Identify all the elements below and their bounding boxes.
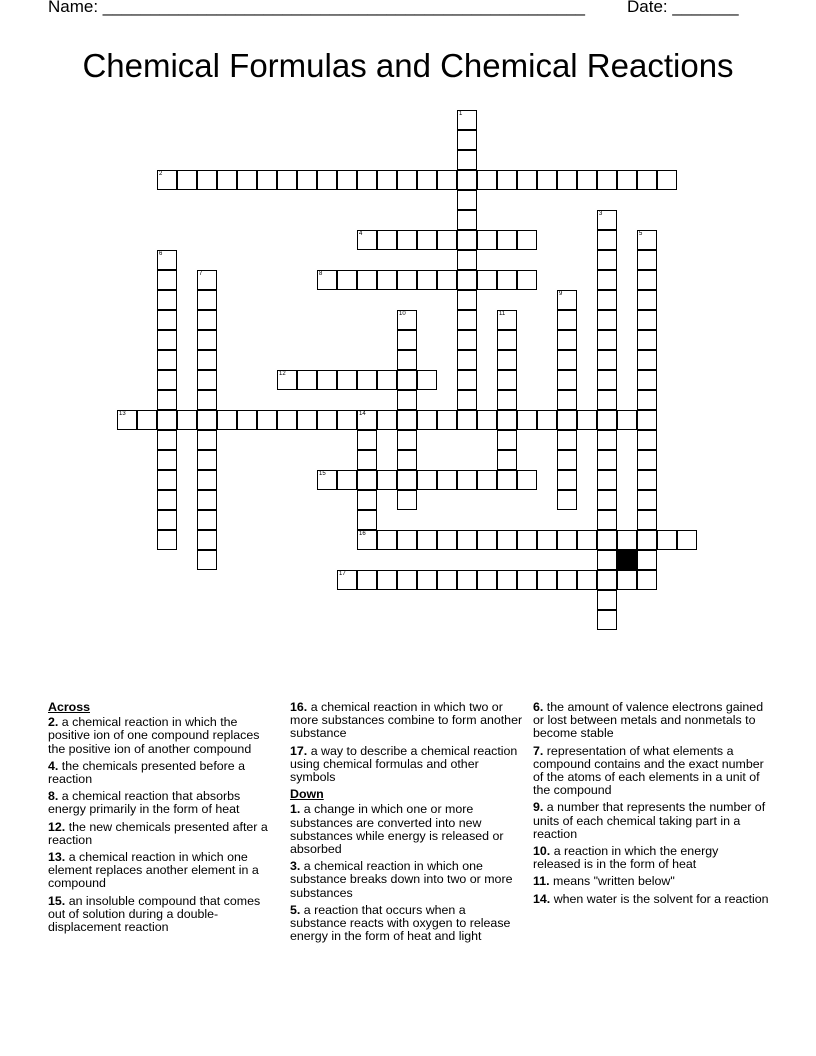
grid-clue-number: 1 [459, 111, 463, 117]
grid-cell[interactable] [197, 410, 217, 430]
grid-cell[interactable] [397, 350, 417, 370]
grid-cell[interactable] [517, 530, 537, 550]
grid-clue-number: 2 [159, 171, 163, 177]
grid-cell[interactable] [517, 410, 537, 430]
clue-down-11: 11. means "written below" [533, 874, 675, 889]
grid-cell[interactable] [497, 390, 517, 410]
grid-cell[interactable] [377, 570, 397, 590]
grid-cell[interactable] [317, 370, 337, 390]
grid-cell[interactable] [477, 470, 497, 490]
grid-cell[interactable] [637, 310, 657, 330]
grid-cell[interactable] [537, 530, 557, 550]
grid-cell[interactable] [357, 270, 377, 290]
grid-cell[interactable] [157, 510, 177, 530]
grid-cell[interactable] [457, 270, 477, 290]
grid-cell[interactable] [517, 170, 537, 190]
grid-cell[interactable] [457, 190, 477, 210]
grid-cell[interactable] [397, 370, 417, 390]
grid-cell[interactable] [677, 530, 697, 550]
grid-cell[interactable] [197, 370, 217, 390]
grid-cell[interactable] [277, 170, 297, 190]
grid-cell[interactable] [177, 410, 197, 430]
grid-cell[interactable] [577, 410, 597, 430]
grid-cell[interactable] [457, 110, 477, 130]
grid-cell[interactable] [497, 370, 517, 390]
grid-cell[interactable] [497, 230, 517, 250]
grid-cell[interactable] [637, 270, 657, 290]
grid-cell[interactable] [197, 290, 217, 310]
grid-cell[interactable] [657, 170, 677, 190]
grid-cell[interactable] [597, 270, 617, 290]
grid-cell[interactable] [557, 490, 577, 510]
grid-cell[interactable] [157, 330, 177, 350]
grid-cell[interactable] [597, 170, 617, 190]
grid-cell[interactable] [157, 470, 177, 490]
grid-cell[interactable] [497, 410, 517, 430]
grid-cell[interactable] [437, 230, 457, 250]
grid-cell[interactable] [437, 410, 457, 430]
grid-cell[interactable] [377, 270, 397, 290]
grid-cell[interactable] [457, 170, 477, 190]
grid-cell[interactable] [317, 410, 337, 430]
grid-cell[interactable] [637, 510, 657, 530]
grid-cell[interactable] [157, 170, 177, 190]
grid-cell[interactable] [357, 510, 377, 530]
grid-cell[interactable] [457, 410, 477, 430]
grid-clue-number: 9 [559, 291, 563, 297]
grid-cell[interactable] [637, 430, 657, 450]
across-heading: Across [48, 700, 91, 714]
grid-cell[interactable] [197, 310, 217, 330]
grid-cell[interactable] [377, 230, 397, 250]
grid-clue-number: 6 [159, 251, 163, 257]
clue-across-17: 17. a way to describe a chemical reaction using chemical formulas and other symbols [290, 743, 518, 785]
grid-clue-number: 16 [359, 531, 366, 537]
grid-cell[interactable] [497, 330, 517, 350]
page-title: Chemical Formulas and Chemical Reactions [82, 47, 734, 84]
grid-cell[interactable] [397, 270, 417, 290]
grid-cell[interactable] [557, 430, 577, 450]
grid-cell[interactable] [557, 290, 577, 310]
grid-cell[interactable] [497, 430, 517, 450]
grid-cell[interactable] [557, 410, 577, 430]
grid-clue-number: 13 [119, 411, 126, 417]
grid-cell[interactable] [397, 470, 417, 490]
grid-cell[interactable] [637, 550, 657, 570]
grid-cell[interactable] [517, 230, 537, 250]
grid-cell[interactable] [417, 410, 437, 430]
grid-cell[interactable] [317, 170, 337, 190]
grid-cell[interactable] [157, 290, 177, 310]
grid-cell[interactable] [577, 170, 597, 190]
clue-down-7: 7. representation of what elements a compound contains and the exact number of the atoms of each elements in a unit of the compound [533, 743, 764, 798]
grid-cell[interactable] [557, 390, 577, 410]
grid-clue-number: 8 [319, 271, 323, 277]
grid-cell[interactable] [377, 370, 397, 390]
grid-cell[interactable] [437, 270, 457, 290]
grid-cell[interactable] [497, 350, 517, 370]
grid-cell[interactable] [157, 270, 177, 290]
grid-cell[interactable] [197, 490, 217, 510]
grid-cell[interactable] [317, 270, 337, 290]
grid-cell[interactable] [357, 430, 377, 450]
grid-cell[interactable] [437, 170, 457, 190]
grid-cell[interactable] [637, 570, 657, 590]
clue-across-8: 8. a chemical reaction that absorbs energy primarily in the form of heat [48, 789, 241, 817]
grid-cell[interactable] [637, 170, 657, 190]
grid-cell[interactable] [197, 510, 217, 530]
grid-cell[interactable] [457, 370, 477, 390]
grid-cell[interactable] [397, 490, 417, 510]
grid-clue-number: 14 [359, 411, 366, 417]
grid-cell[interactable] [197, 170, 217, 190]
grid-cell[interactable] [237, 410, 257, 430]
clue-across-13: 13. a chemical reaction in which one element replaces another element in a compound [48, 850, 259, 891]
grid-cell[interactable] [477, 270, 497, 290]
grid-cell[interactable] [637, 490, 657, 510]
grid-cell[interactable] [557, 570, 577, 590]
grid-cell[interactable] [537, 170, 557, 190]
grid-cell[interactable] [637, 330, 657, 350]
grid-cell[interactable] [597, 450, 617, 470]
grid-cell[interactable] [497, 530, 517, 550]
grid-cell[interactable] [317, 470, 337, 490]
clue-down-10: 10. a reaction in which the energy released is in the form of heat [533, 844, 719, 872]
grid-cell[interactable] [637, 230, 657, 250]
grid-cell[interactable] [597, 350, 617, 370]
grid-cell[interactable] [157, 410, 177, 430]
grid-cell[interactable] [497, 470, 517, 490]
grid-cell[interactable] [357, 370, 377, 390]
grid-cell[interactable] [517, 270, 537, 290]
grid-cell[interactable] [457, 390, 477, 410]
grid-cell[interactable] [397, 530, 417, 550]
grid-cell[interactable] [397, 230, 417, 250]
grid-cell[interactable] [597, 570, 617, 590]
clue-across-4: 4. the chemicals presented before a reaction [48, 758, 246, 787]
grid-cell[interactable] [417, 170, 437, 190]
grid-cell[interactable] [597, 470, 617, 490]
grid-cell[interactable] [137, 410, 157, 430]
grid-cell[interactable] [597, 390, 617, 410]
grid-cell[interactable] [357, 170, 377, 190]
grid-cell[interactable] [597, 490, 617, 510]
clue-across-12: 12. the new chemicals presented after a reaction [48, 819, 268, 847]
clue-across-2: 2. a chemical reaction in which the positive ion of one compound replaces the positive ion of another compound [48, 715, 260, 756]
grid-clue-number: 12 [279, 371, 286, 377]
grid-clue-number: 7 [199, 271, 203, 277]
clue-across-16: 16. a chemical reaction in which two or more substances combine to form another substance [290, 700, 523, 741]
grid-cell[interactable] [417, 270, 437, 290]
clue-down-5: 5. a reaction that occurs when a substance reacts with oxygen to release energy in the form of heat and light [290, 902, 511, 944]
grid-cell[interactable] [337, 410, 357, 430]
clue-down-1: 1. a change in which one or more substances are converted into new substances while energy is released or absorbed [290, 802, 504, 857]
grid-cell[interactable] [197, 450, 217, 470]
grid-cell[interactable] [397, 570, 417, 590]
grid-cell[interactable] [377, 530, 397, 550]
grid-cell[interactable] [377, 410, 397, 430]
name-field[interactable]: Name: ___________________________________________________ [48, 0, 585, 16]
grid-cell[interactable] [357, 470, 377, 490]
grid-cell[interactable] [397, 330, 417, 350]
grid-cell[interactable] [357, 490, 377, 510]
grid-cell[interactable] [457, 330, 477, 350]
grid-cell[interactable] [557, 370, 577, 390]
grid-cell[interactable] [297, 170, 317, 190]
grid-cell[interactable] [417, 470, 437, 490]
down-heading: Down [290, 787, 324, 802]
grid-black-square [617, 550, 637, 570]
grid-cell[interactable] [337, 170, 357, 190]
grid-cell[interactable] [637, 370, 657, 390]
grid-cell[interactable] [597, 290, 617, 310]
grid-cell[interactable] [237, 170, 257, 190]
grid-cell[interactable] [157, 530, 177, 550]
grid-clue-number: 17 [339, 571, 346, 577]
grid-cell[interactable] [297, 370, 317, 390]
grid-cell[interactable] [157, 310, 177, 330]
grid-cell[interactable] [457, 210, 477, 230]
grid-cell[interactable] [157, 430, 177, 450]
grid-cell[interactable] [597, 250, 617, 270]
grid-cell[interactable] [477, 570, 497, 590]
grid-cell[interactable] [557, 530, 577, 550]
grid-cell[interactable] [637, 350, 657, 370]
grid-cell[interactable] [637, 410, 657, 430]
grid-cell[interactable] [597, 330, 617, 350]
grid-cell[interactable] [277, 410, 297, 430]
grid-cell[interactable] [357, 450, 377, 470]
grid-cell[interactable] [257, 410, 277, 430]
grid-cell[interactable] [457, 130, 477, 150]
grid-cell[interactable] [217, 410, 237, 430]
grid-cell[interactable] [197, 330, 217, 350]
grid-cell[interactable] [477, 170, 497, 190]
grid-cell[interactable] [557, 310, 577, 330]
grid-cell[interactable] [497, 570, 517, 590]
grid-clue-number: 11 [499, 311, 506, 317]
grid-cell[interactable] [417, 570, 437, 590]
grid-cell[interactable] [457, 290, 477, 310]
grid-cell[interactable] [637, 470, 657, 490]
grid-cell[interactable] [577, 530, 597, 550]
grid-cell[interactable] [597, 510, 617, 530]
grid-cell[interactable] [197, 350, 217, 370]
grid-cell[interactable] [197, 430, 217, 450]
grid-cell[interactable] [157, 450, 177, 470]
grid-cell[interactable] [337, 470, 357, 490]
grid-cell[interactable] [477, 530, 497, 550]
grid-cell[interactable] [477, 230, 497, 250]
clue-across-15: 15. an insoluble compound that comes out of solution during a double-displacement reaction [48, 893, 261, 935]
grid-cell[interactable] [197, 550, 217, 570]
grid-cell[interactable] [417, 370, 437, 390]
grid-cell[interactable] [597, 550, 617, 570]
grid-cell[interactable] [597, 310, 617, 330]
grid-cell[interactable] [257, 170, 277, 190]
grid-clue-number: 3 [599, 211, 603, 217]
grid-cell[interactable] [157, 350, 177, 370]
grid-cell[interactable] [617, 530, 637, 550]
grid-cell[interactable] [617, 570, 637, 590]
grid-cell[interactable] [357, 530, 377, 550]
grid-cell[interactable] [597, 590, 617, 610]
grid-cell[interactable] [457, 530, 477, 550]
grid-cell[interactable] [537, 570, 557, 590]
date-field[interactable]: Date: _______ [627, 0, 739, 16]
grid-cell[interactable] [357, 570, 377, 590]
grid-cell[interactable] [637, 530, 657, 550]
grid-cell[interactable] [397, 390, 417, 410]
clue-down-14: 14. when water is the solvent for a reaction [533, 891, 769, 906]
grid-cell[interactable] [157, 250, 177, 270]
grid-clue-number: 5 [639, 231, 643, 237]
grid-cell[interactable] [217, 170, 237, 190]
grid-cell[interactable] [337, 570, 357, 590]
grid-cell[interactable] [597, 530, 617, 550]
grid-cell[interactable] [457, 570, 477, 590]
grid-cell[interactable] [177, 170, 197, 190]
grid-cell[interactable] [117, 410, 137, 430]
grid-cell[interactable] [557, 170, 577, 190]
grid-cell[interactable] [497, 450, 517, 470]
grid-cell[interactable] [657, 530, 677, 550]
grid-cell[interactable] [197, 270, 217, 290]
grid-cell[interactable] [197, 530, 217, 550]
grid-cell[interactable] [597, 410, 617, 430]
grid-cell[interactable] [557, 350, 577, 370]
grid-cell[interactable] [497, 170, 517, 190]
clue-down-9: 9. a number that represents the number of units of each chemical taking part in a reaction [533, 800, 766, 841]
grid-cell[interactable] [537, 410, 557, 430]
grid-cell[interactable] [157, 370, 177, 390]
grid-cell[interactable] [357, 230, 377, 250]
grid-cell[interactable] [637, 390, 657, 410]
grid-cell[interactable] [617, 410, 637, 430]
grid-cell[interactable] [457, 250, 477, 270]
grid-cell[interactable] [337, 370, 357, 390]
clue-down-3: 3. a chemical reaction in which one substance breaks down into two or more substances [290, 859, 513, 900]
grid-cell[interactable] [557, 450, 577, 470]
grid-cell[interactable] [397, 310, 417, 330]
grid-clue-number: 15 [319, 471, 326, 477]
grid-cell[interactable] [197, 390, 217, 410]
grid-cell[interactable] [557, 470, 577, 490]
clues-column-2 [290, 701, 524, 947]
grid-cell[interactable] [517, 570, 537, 590]
grid-cell[interactable] [597, 610, 617, 630]
grid-clue-number: 4 [359, 231, 363, 237]
grid-cell[interactable] [597, 430, 617, 450]
grid-cell[interactable] [197, 470, 217, 490]
grid-cell[interactable] [397, 410, 417, 430]
grid-clue-number: 10 [399, 311, 406, 317]
grid-cell[interactable] [437, 470, 457, 490]
grid-cell[interactable] [637, 450, 657, 470]
grid-cell[interactable] [517, 470, 537, 490]
grid-cell[interactable] [397, 450, 417, 470]
grid-cell[interactable] [277, 370, 297, 390]
grid-cell[interactable] [597, 210, 617, 230]
grid-cell[interactable] [457, 310, 477, 330]
grid-cell[interactable] [637, 250, 657, 270]
grid-cell[interactable] [597, 370, 617, 390]
grid-cell[interactable] [377, 470, 397, 490]
clue-down-6: 6. the amount of valence electrons gained or lost between metals and nonmetals to become stable [533, 700, 764, 741]
grid-cell[interactable] [377, 170, 397, 190]
grid-cell[interactable] [437, 530, 457, 550]
grid-cell[interactable] [457, 470, 477, 490]
clues-column-3 [533, 701, 769, 910]
grid-cell[interactable] [457, 230, 477, 250]
grid-cell[interactable] [417, 230, 437, 250]
grid-cell[interactable] [397, 430, 417, 450]
grid-cell[interactable] [457, 350, 477, 370]
grid-cell[interactable] [457, 150, 477, 170]
grid-cell[interactable] [637, 290, 657, 310]
grid-cell[interactable] [477, 410, 497, 430]
grid-cell[interactable] [577, 570, 597, 590]
grid-cell[interactable] [557, 330, 577, 350]
grid-cell[interactable] [497, 310, 517, 330]
grid-cell[interactable] [157, 490, 177, 510]
grid-cell[interactable] [437, 570, 457, 590]
grid-cell[interactable] [617, 170, 637, 190]
clues-column-1 [48, 701, 280, 938]
grid-cell[interactable] [297, 410, 317, 430]
grid-cell[interactable] [597, 230, 617, 250]
grid-cell[interactable] [357, 410, 377, 430]
grid-cell[interactable] [337, 270, 357, 290]
grid-cell[interactable] [417, 530, 437, 550]
grid-cell[interactable] [157, 390, 177, 410]
grid-cell[interactable] [497, 270, 517, 290]
grid-cell[interactable] [397, 170, 417, 190]
